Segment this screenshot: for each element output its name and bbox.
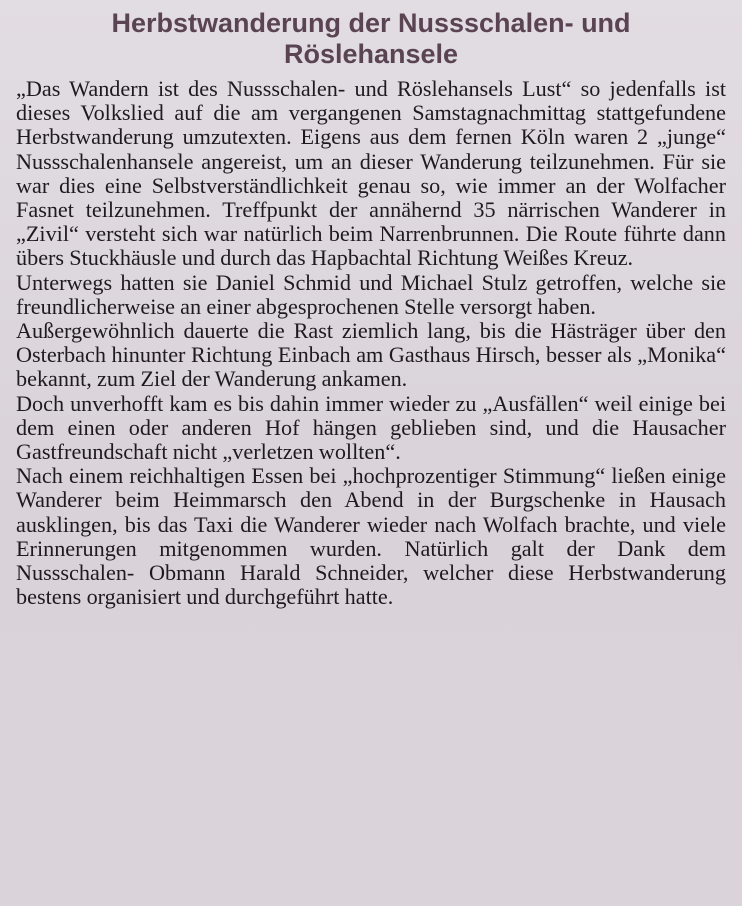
headline-line-1: Herbstwanderung der Nussschalen- und (111, 8, 631, 38)
article (16, 8, 726, 609)
headline-line-2: Röslehansele (283, 39, 459, 69)
paragraph-4: Doch unverhofft kam es bis dahin immer wieder zu „Ausfällen“ weil einige bei dem einen oder anderen Hof hängen geblieben sind, und die Hausacher Gastfreundschaft nicht „verletzen wollten“. (16, 390, 726, 465)
paragraph-3: Außergewöhnlich dauerte die Rast ziemlich lang, bis die Hästräger über den Osterbach hinunter Richtung Einbach am Gasthaus Hirsch, besser als „Monika“ bekannt, zum Ziel der Wanderung ankamen. (16, 318, 726, 392)
paragraph-5: Nach einem reichhaltigen Essen bei „hochprozentiger Stimmung“ ließen einige Wanderer beim Heimmarsch den Abend in der Burgschenke in Hausach ausklingen, bis das Taxi die Wanderer wieder nach Wolfach brachte, und viele Erinnerungen mitgenommen wurden. Natürlich galt der Dank dem Nussschalen- Obmann Harald Schneider, welcher diese Herbstwanderung bestens organisiert und durchgeführt hatte. (16, 463, 726, 610)
article-body (16, 77, 726, 609)
article-headline (16, 8, 726, 70)
paragraph-2: Unterwegs hatten sie Daniel Schmid und Michael Stulz getroffen, welche sie freundlicherweise an einer abgesprochenen Stelle versorgt haben. (16, 269, 726, 319)
paragraph-1: „Das Wandern ist des Nussschalen- und Röslehansels Lust“ so jedenfalls ist dieses Volkslied auf die am vergangenen Samstagnachmittag stattgefundene Herbstwanderung umzutexten. Eigens aus dem fernen Köln waren 2 „junge“ Nussschalenhansele angereist, um an dieser Wanderung teilzunehmen. Für sie war dies eine Selbstverständlichkeit genau so, wie immer an der Wolfacher Fasnet teilzunehmen. Treffpunkt der annähernd 35 närrischen Wanderer in „Zivil“ versteht sich war natürlich beim Narrenbrunnen. Die Route führte dann übers Stuckhäusle und durch das Hapbachtal Richtung Weißes Kreuz. (16, 76, 726, 271)
